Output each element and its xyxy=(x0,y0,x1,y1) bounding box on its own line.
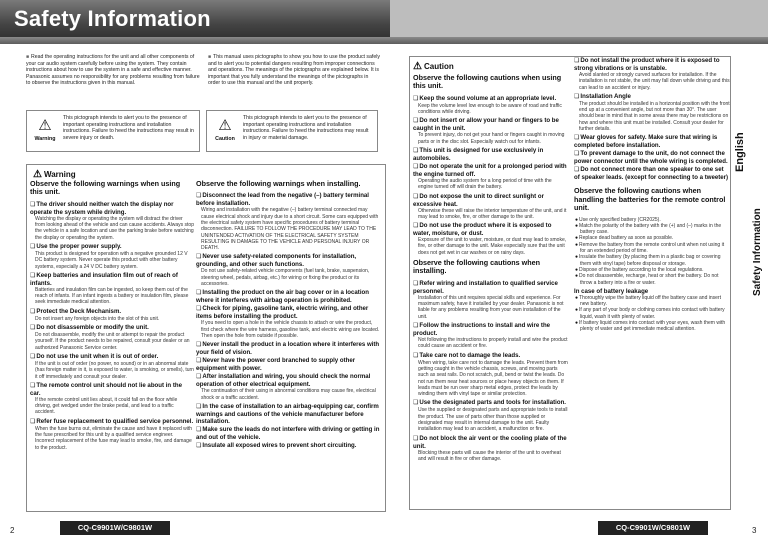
bullet-item: ● Do not disassemble, recharge, heat or short the battery. Do not throw a battery into a fire or water. xyxy=(574,273,730,286)
side-tab xyxy=(732,56,768,510)
item-heading: ❏ Make sure the leads do not interfere with driving or getting in and out of the vehicle. xyxy=(196,426,380,441)
item-heading: ❏ Do not connect more than one speaker to one set of speaker leads. (except for connecting to a tweeter) xyxy=(574,166,730,181)
item-heading: ❏ Do not install the product where it is exposed to strong vibrations or is unstable. xyxy=(574,57,730,72)
leak-heading: In case of battery leakage xyxy=(574,287,649,295)
caution-notice-text: This pictograph intends to alert you to the presence of important operating instructions and installation instructions. Failure to heed the instructions may result in injury or material damage. xyxy=(243,115,369,141)
bullet-item: ● Match the polarity of the battery with the (+) and (–) marks in the battery case. xyxy=(574,223,730,236)
item-heading: ❏ Installing the product on the air bag cover or in a location where it interferes with airbag operation is prohibited. xyxy=(196,289,380,304)
item-text: Installation of this unit requires special skills and experience. For maximum safety, have it installed by your dealer. Panasonic is not liable for any problems resulting from your own installation of the unit. xyxy=(418,294,564,320)
item-heading: ❏ Use the proper power supply. xyxy=(30,243,194,251)
bullet-item: ● Insulate the battery (by placing them in a plastic bag or covering them with vinyl tape) before disposal or storage. xyxy=(574,254,730,267)
section-tab-label: Safety Information xyxy=(752,208,763,296)
warning-notice-icon-block xyxy=(30,117,60,142)
warning-notice-label: Warning xyxy=(34,136,56,142)
battery-heading: Observe the following cautions when handling the batteries for the remote control unit. xyxy=(574,186,726,213)
item-heading: ❏ Do not block the air vent or the cooling plate of the unit. xyxy=(413,435,568,450)
item-text: Otherwise these will raise the interior temperature of the unit, and it may lead to smoke, fire, or other damage to the unit. xyxy=(418,207,567,220)
caution-using-heading: Observe the following cautions when using this unit. xyxy=(413,73,562,91)
intro-left-text: ■ Read the operating instructions for the unit and all other components of your car audio system carefully before using the system. They contain instructions about how to use the system in a safe and effective manner. Panasonic assumes no responsibility for any problems resulting from failure to observe the instructions given in this manual. xyxy=(26,54,200,87)
bullet-item: ● Replace dead battery as soon as possible. xyxy=(574,235,730,241)
caution-continued-column xyxy=(574,56,730,333)
warning-using-list xyxy=(30,201,194,451)
item-heading: ❏ To prevent damage to the unit, do not connect the power connector until the whole wiring is completed. xyxy=(574,150,730,165)
item-heading: ❏ Refer wiring and installation to qualified service personnel. xyxy=(413,280,568,295)
caution-notice xyxy=(206,110,378,152)
model-label-right: CQ-C9901W/C9801W xyxy=(598,521,708,535)
item-heading: ❏ In the case of installation to an airbag-equipping car, confirm warnings and cautions of the vehicle manufacturer before installation. xyxy=(196,403,380,425)
item-text: If the unit is out of order (no power, no sound) or in an abnormal state (has foreign matter in it, is exposed to water, is smoking, or smells), turn it off immediately and consult your dealer. xyxy=(35,360,194,380)
language-tab-label: English xyxy=(734,132,746,172)
caution-triangle-icon: ⚠ xyxy=(218,117,232,134)
battery-bullets xyxy=(574,217,730,286)
item-heading: ❏ Keep batteries and insulation film out of reach of infants. xyxy=(30,272,194,287)
item-heading: ❏ The driver should neither watch the display nor operate the system while driving. xyxy=(30,201,194,216)
item-text: Not following the instructions to properly install and wire the product could cause an accident or fire. xyxy=(418,337,568,350)
warning-installing-column xyxy=(196,180,380,450)
caution-installing-heading: Observe the following cautions when installing. xyxy=(413,258,540,276)
item-text: Blocking these parts will cause the interior of the unit to overheat and will result in fire or other damage. xyxy=(418,449,561,462)
warning-box-title-text: Warning xyxy=(43,170,76,179)
item-heading: ❏ Keep the sound volume at an appropriate level. xyxy=(413,95,568,103)
warning-installing-list xyxy=(196,192,380,449)
warning-notice xyxy=(26,110,200,152)
caution-box-title-text: Caution xyxy=(423,62,454,71)
item-text: Keep the volume level low enough to be aware of road and traffic conditions while driving. xyxy=(418,102,562,116)
item-heading: ❏ Refer fuse replacement to qualified service personnel. xyxy=(30,418,194,426)
bullet-item: ● If any part of your body or clothing comes into contact with battery liquid, wash it with plenty of water. xyxy=(574,307,730,320)
bullet-item: ● Dispose of the battery according to the local regulations. xyxy=(574,267,730,273)
item-heading: ❏ Do not operate the unit for a prolonged period with the engine turned off. xyxy=(413,163,568,178)
item-text: Do not disassemble, modify the unit or attempt to repair the product yourself. If the product needs to be repaired, consult your dealer or an authorized Panasonic Service center. xyxy=(35,332,190,351)
item-heading: ❏ Do not insert or allow your hand or fingers to be caught in the unit. xyxy=(413,117,568,132)
bullet-item: ● Use only specified battery (CR2025). xyxy=(574,217,730,223)
item-heading: ❏ Never install the product in a location where it interferes with your field of vision. xyxy=(196,341,380,356)
item-text: This product is designed for operation with a negative grounded 12 V DC battery system. Never operate this product with other battery systems, especially a 24 V DC battery system. xyxy=(35,251,188,270)
page-number-right: 3 xyxy=(752,526,757,535)
item-text: The product should be installed in a horizontal position with the front end up at a convenient angle, but not more than 30°. The user should bear in mind that in some areas there may be restrictions on how and where this unit must be installed. Consult your dealer for further details. xyxy=(579,100,730,133)
leak-bullets xyxy=(574,295,730,333)
item-heading: ❏ Wear gloves for safety. Make sure that wiring is completed before installation. xyxy=(574,134,730,149)
header-band xyxy=(0,37,768,44)
caution-title-icon: ⚠ xyxy=(413,61,422,72)
item-text: Wiring and installation with the negative (–) battery terminal connected may cause electrical shock and injury due to a short circuit. Some cars equipped with the electrical safety system have specific procedures of battery terminal disconnection. FAILURE TO FOLLOW THE PROCEDURE MAY LEAD TO THE UNINTENDED ACTIVATION OF THE ELECTRICAL SAFETY SYSTEM RESULTING IN DAMAGE TO THE VEHICLE AND PERSONAL INJURY OR DEATH. xyxy=(201,207,379,252)
item-text: Exposure of the unit to water, moisture, or dust may lead to smoke, fire, or other damage to the unit. Make especially sure that the unit does not get wet in car washes or on rainy days. xyxy=(418,237,567,256)
item-heading: ❏ Check for piping, gasoline tank, electric wiring, and other items before installing the product. xyxy=(196,305,380,320)
item-text: Operating the audio system for a long period of time with the engine turned off will drain the battery. xyxy=(418,178,552,191)
caution-using-column xyxy=(413,74,568,464)
item-heading: ❏ This unit is designed for use exclusively in automobiles. xyxy=(413,147,568,162)
item-heading: ❏ Insulate all exposed wires to prevent short circuiting. xyxy=(196,442,380,450)
item-text: The continuation of their using in abnormal conditions may cause fire, electrical shock or a traffic accident. xyxy=(201,388,376,401)
item-heading: ❏ Do not disassemble or modify the unit. xyxy=(30,324,194,332)
item-heading: ❏ Do not expose the unit to direct sunlight or excessive heat. xyxy=(413,193,568,208)
warning-title-icon: ⚠ xyxy=(33,169,42,180)
warning-installing-heading: Observe the following warnings when installing. xyxy=(196,179,361,188)
item-heading: ❏ Never have the power cord branched to supply other equipment with power. xyxy=(196,357,380,372)
model-label-left: CQ-C9901W/C9801W xyxy=(60,521,170,535)
item-text: When wiring, take care not to damage the leads. Prevent them from getting caught in the vehicle chassis, screws, and moving parts such as seat rails. Do not scratch, pull, bend or twist the leads. Do not run them near heat sources or place heavy objects on them. If leads must be run over sharp metal edges, protect the leads by winding them with vinyl tape or similar protection. xyxy=(418,359,568,398)
item-heading: ❏ Protect the Deck Mechanism. xyxy=(30,308,194,316)
caution-continued-list xyxy=(574,57,730,181)
bullet-item: ● Thoroughly wipe the battery liquid off the battery case and insert new battery. xyxy=(574,295,730,308)
warning-triangle-icon: ⚠ xyxy=(38,117,52,134)
caution-notice-icon-block xyxy=(210,117,240,142)
item-heading: ❏ Do not use the unit when it is out of order. xyxy=(30,353,194,361)
warning-using-column xyxy=(30,180,194,453)
bullet-item: ● If battery liquid comes into contact with your eyes, wash them with plenty of water and get immediate medical attention. xyxy=(574,320,730,333)
item-heading: ❏ Use the designated parts and tools for installation. xyxy=(413,399,568,407)
item-text: Batteries and insulation film can be ingested, so keep them out of the reach of infants. If an infant ingests a battery or insulation film, please seek immediate medical attention. xyxy=(35,286,189,306)
section-tab xyxy=(752,186,764,296)
warning-using-heading: Observe the following warnings when using this unit. xyxy=(30,179,181,197)
item-heading: ❏ The remote control unit should not lie about in the car. xyxy=(30,382,194,397)
item-text: Watching the display or operating the system will distract the driver from looking ahead of the vehicle and can cause accidents. Always stop the vehicle in a safe location and use the parking brake before watching the display or operating the system. xyxy=(35,215,194,241)
item-heading: ❏ Never use safety-related components for installation, grounding, and other such functions. xyxy=(196,253,380,268)
item-heading: ❏ Take care not to damage the leads. xyxy=(413,352,568,360)
item-text: If you need to open a hole in the vehicle chassis to attach or wire the product, first check where the wire harness, gasoline tank, and electric wiring are located. Then open the hole from outside if possible. xyxy=(201,320,380,339)
item-text: Do not use safety-related vehicle components (fuel tank, brake, suspension, steering wheel, pedals, airbag, etc.) for wiring or fixing the product or its accessories. xyxy=(201,268,370,288)
item-heading: ❏ Do not use the product where it is exposed to water, moisture, or dust. xyxy=(413,222,568,237)
item-text: If the remote control unit lies about, it could fall on the floor while driving, get wedged under the brake pedal, and lead to a traffic accident. xyxy=(35,396,178,416)
item-heading: ❏ Follow the instructions to install and wire the product. xyxy=(413,322,568,337)
item-text: Avoid slanted or strongly curved surfaces for installation. If the installation is not stable, the unit may fall down while driving and this can lead to an accident or injury. xyxy=(579,72,730,91)
item-heading: ❏ After installation and wiring, you should check the normal operation of other electrical equipment. xyxy=(196,373,380,388)
item-text: Do not insert any foreign objects into the slot of this unit. xyxy=(35,315,160,322)
intro-right-text: ■ This manual uses pictographs to show you how to use the product safely and to alert you to potential dangers resulting from improper connections and operations. The meanings of the pictographs are explained below. It is important that you fully understand the meanings of the pictographs in order to use this manual and the unit properly. xyxy=(208,54,380,87)
item-heading: ❏ Disconnect the lead from the negative (–) battery terminal before installation. xyxy=(196,192,380,207)
caution-installing-list xyxy=(413,280,568,462)
item-text: Use the supplied or designated parts and appropriate tools to install the product. The use of parts other than those supplied or designated may result in internal damage to the unit. Faulty installation may lead to an accident, a malfunction or fire. xyxy=(418,407,568,433)
item-heading: ❏ Installation Angle xyxy=(574,93,730,101)
caution-box-title xyxy=(413,61,454,72)
page-number-left: 2 xyxy=(10,526,15,535)
language-tab xyxy=(734,132,746,172)
item-text: When the fuse burns out, eliminate the cause and have it replaced with the fuse prescribed for this unit by a qualified service engineer. Incorrect replacement of the fuse may lead to smoke, fire, and damage to the product. xyxy=(35,425,193,451)
caution-using-list xyxy=(413,95,568,256)
caution-notice-label: Caution xyxy=(215,136,235,142)
page-title: Safety Information xyxy=(14,6,211,31)
warning-notice-text: This pictograph intends to alert you to the presence of important operating instructions and installation instructions. Failure to heed the instructions may result in severe injury or death. xyxy=(63,115,194,141)
bullet-item: ● Remove the battery from the remote control unit when not using it for an extended period of time. xyxy=(574,242,730,255)
page-header xyxy=(0,0,768,44)
item-text: To prevent injury, do not get your hand or fingers caught in moving parts or in the disc slot. Especially watch out for infants. xyxy=(418,132,565,145)
